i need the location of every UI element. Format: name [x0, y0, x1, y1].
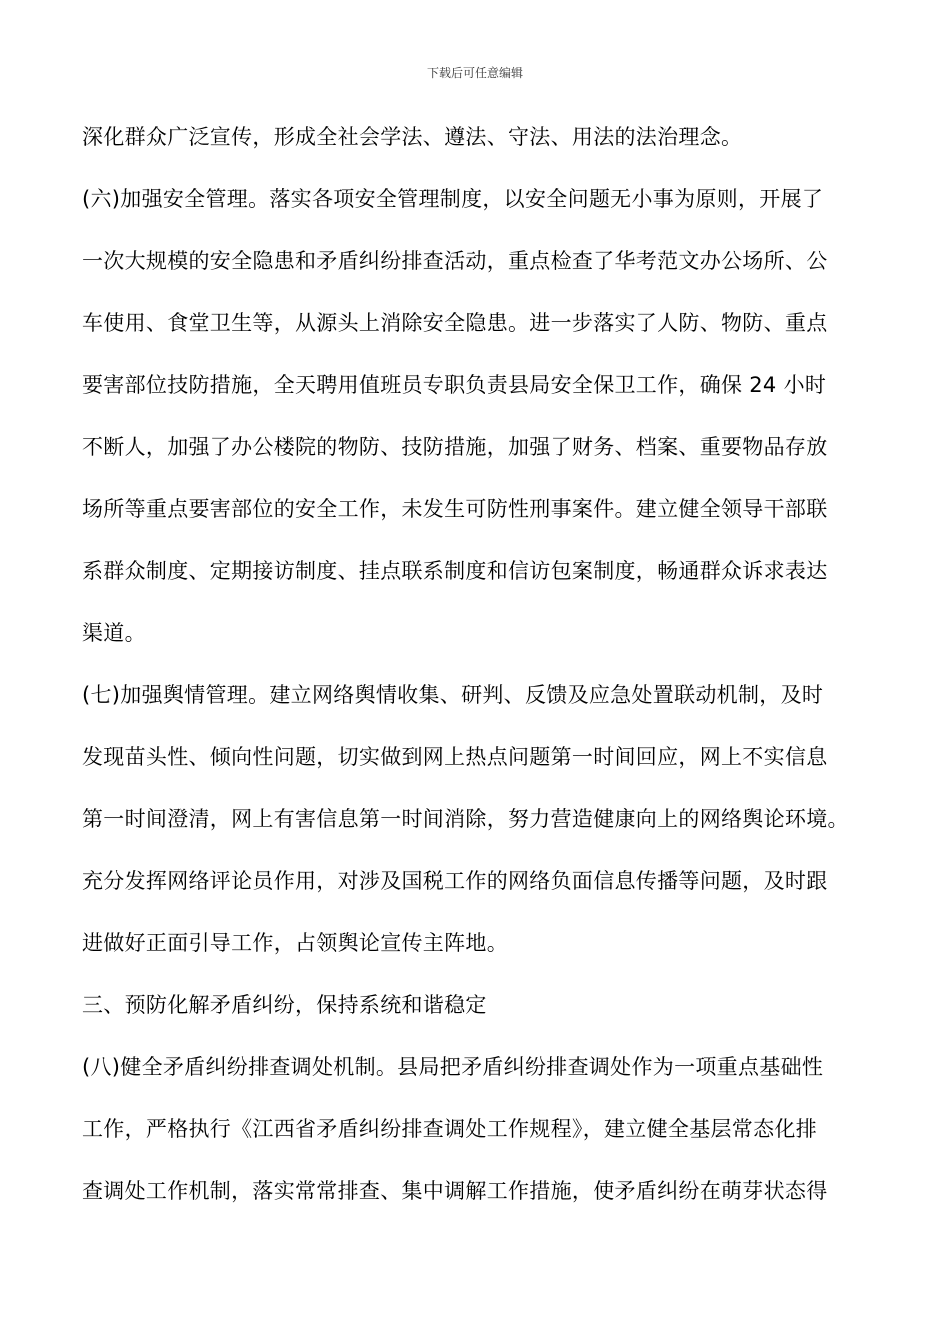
section-heading: 三、预防化解矛盾纠纷，保持系统和谐稳定 — [82, 993, 487, 1017]
text-line: 要害部位技防措施，全天聘用值班员专职负责县局安全保卫工作，确保 24 小时 — [82, 373, 827, 397]
text-line: 第一时间澄清，网上有害信息第一时间消除，努力营造健康向上的网络舆论环境。 — [82, 807, 849, 831]
text-line: 工作，严格执行《江西省矛盾纠纷排查调处工作规程》，建立健全基层常态化排 — [82, 1117, 817, 1141]
text-line: 系群众制度、定期接访制度、挂点联系制度和信访包案制度，畅通群众诉求表达 — [82, 559, 828, 583]
text-line: 深化群众广泛宣传，形成全社会学法、遵法、守法、用法的法治理念。 — [82, 125, 743, 149]
text-line: 车使用、食堂卫生等，从源头上消除安全隐患。进一步落实了人防、物防、重点 — [82, 311, 828, 335]
text-line: 发现苗头性、倾向性问题，切实做到网上热点问题第一时间回应，网上不实信息 — [82, 745, 828, 769]
text-line: 一次大规模的安全隐患和矛盾纠纷排查活动，重点检查了华考范文办公场所、公 — [82, 249, 828, 273]
text-line: 充分发挥网络评论员作用，对涉及国税工作的网络负面信息传播等问题，及时跟 — [82, 869, 828, 893]
text-line: 查调处工作机制，落实常常排查、集中调解工作措施，使矛盾纠纷在萌芽状态得 — [82, 1179, 828, 1203]
text-line: 场所等重点要害部位的安全工作，未发生可防性刑事案件。建立健全领导干部联 — [82, 497, 828, 521]
text-line: 不断人，加强了办公楼院的物防、技防措施，加强了财务、档案、重要物品存放 — [82, 435, 828, 459]
text-line: (六)加强安全管理。落实各项安全管理制度，以安全问题无小事为原则，开展了 — [82, 187, 824, 211]
body-text — [82, 117, 882, 1233]
text-line: (八)健全矛盾纠纷排查调处机制。县局把矛盾纠纷排查调处作为一项重点基础性 — [82, 1055, 824, 1079]
header-note: 下载后可任意编辑 — [426, 66, 523, 80]
text-line: 进做好正面引导工作，占领舆论宣传主阵地。 — [82, 931, 508, 955]
text-line: (七)加强舆情管理。建立网络舆情收集、研判、反馈及应急处置联动机制，及时 — [82, 683, 824, 707]
text-line: 渠道。 — [82, 621, 146, 645]
